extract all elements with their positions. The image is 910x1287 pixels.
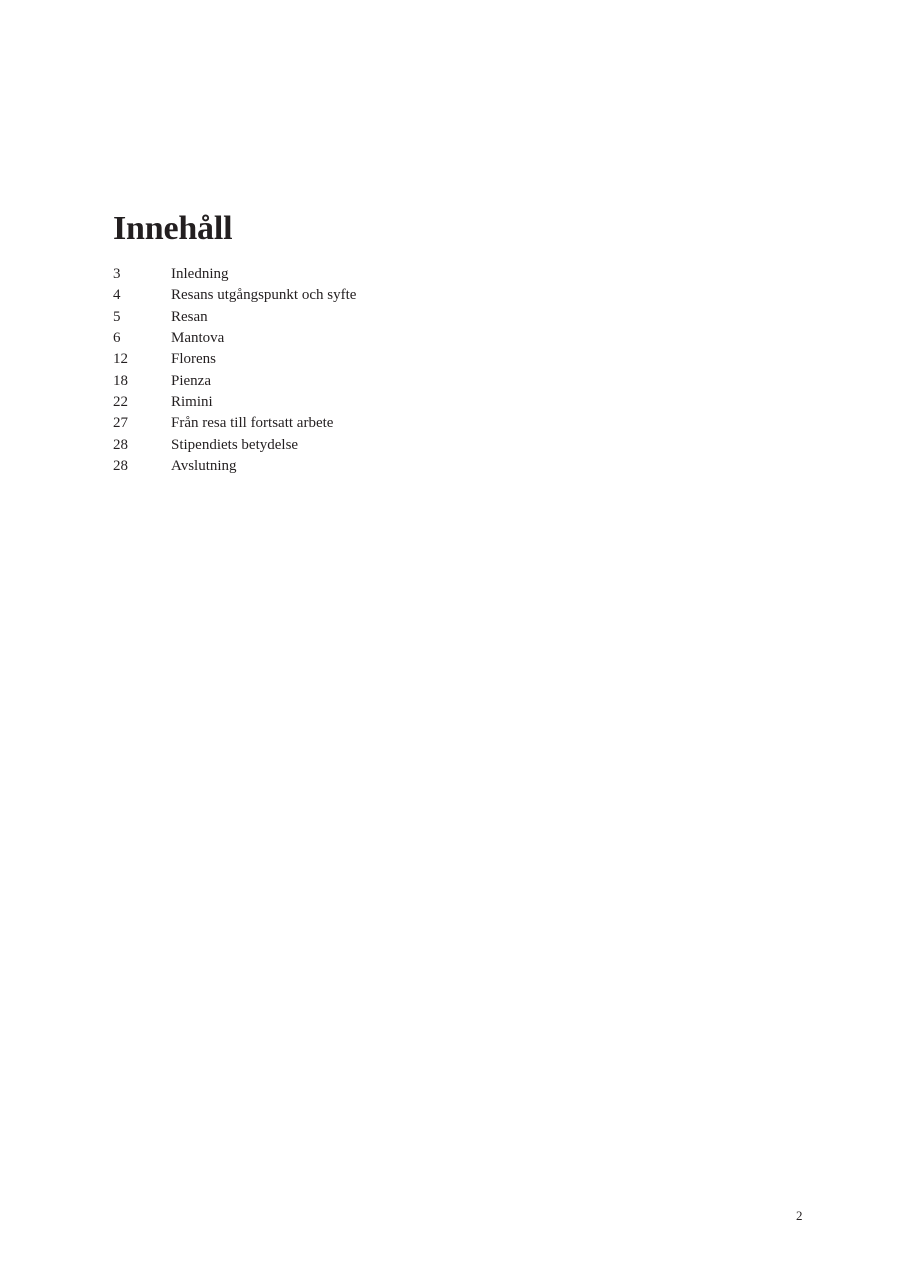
toc-page-number: 4 (113, 287, 121, 304)
toc-page-number: 22 (113, 394, 128, 411)
page-number: 2 (796, 1208, 803, 1223)
toc-entry (113, 307, 356, 328)
toc-entry-title: Resans utgångspunkt och syfte (171, 287, 357, 304)
toc-entry (113, 413, 356, 434)
toc-page-number: 27 (113, 415, 128, 432)
toc-entry (113, 371, 356, 392)
toc-entry-title: Pienza (171, 372, 211, 389)
toc-page-number: 5 (113, 308, 121, 325)
toc-entry-title: Florens (171, 351, 216, 368)
page-title: Innehåll (113, 210, 233, 247)
toc-entry-title: Rimini (171, 394, 213, 411)
toc-entry-title: Stipendiets betydelse (171, 436, 299, 453)
toc-page-number: 28 (113, 436, 128, 453)
table-of-contents (113, 264, 356, 477)
toc-page-number: 28 (113, 458, 128, 475)
toc-entry (113, 328, 356, 349)
toc-entry (113, 285, 356, 306)
toc-entry-title: Från resa till fortsatt arbete (171, 415, 334, 432)
toc-entry (113, 435, 356, 456)
toc-page-number: 6 (113, 330, 121, 347)
toc-entry (113, 264, 356, 285)
toc-page-number: 18 (113, 372, 128, 389)
toc-entry (113, 349, 356, 370)
toc-entry-title: Avslutning (171, 458, 237, 475)
toc-page-number: 3 (113, 266, 121, 282)
toc-entry-title: Inledning (171, 266, 229, 282)
toc-page-number: 12 (113, 351, 128, 368)
toc-entry-title: Mantova (171, 330, 225, 347)
toc-entry (113, 456, 356, 477)
toc-entry (113, 392, 356, 413)
toc-entry-title: Resan (171, 308, 208, 325)
